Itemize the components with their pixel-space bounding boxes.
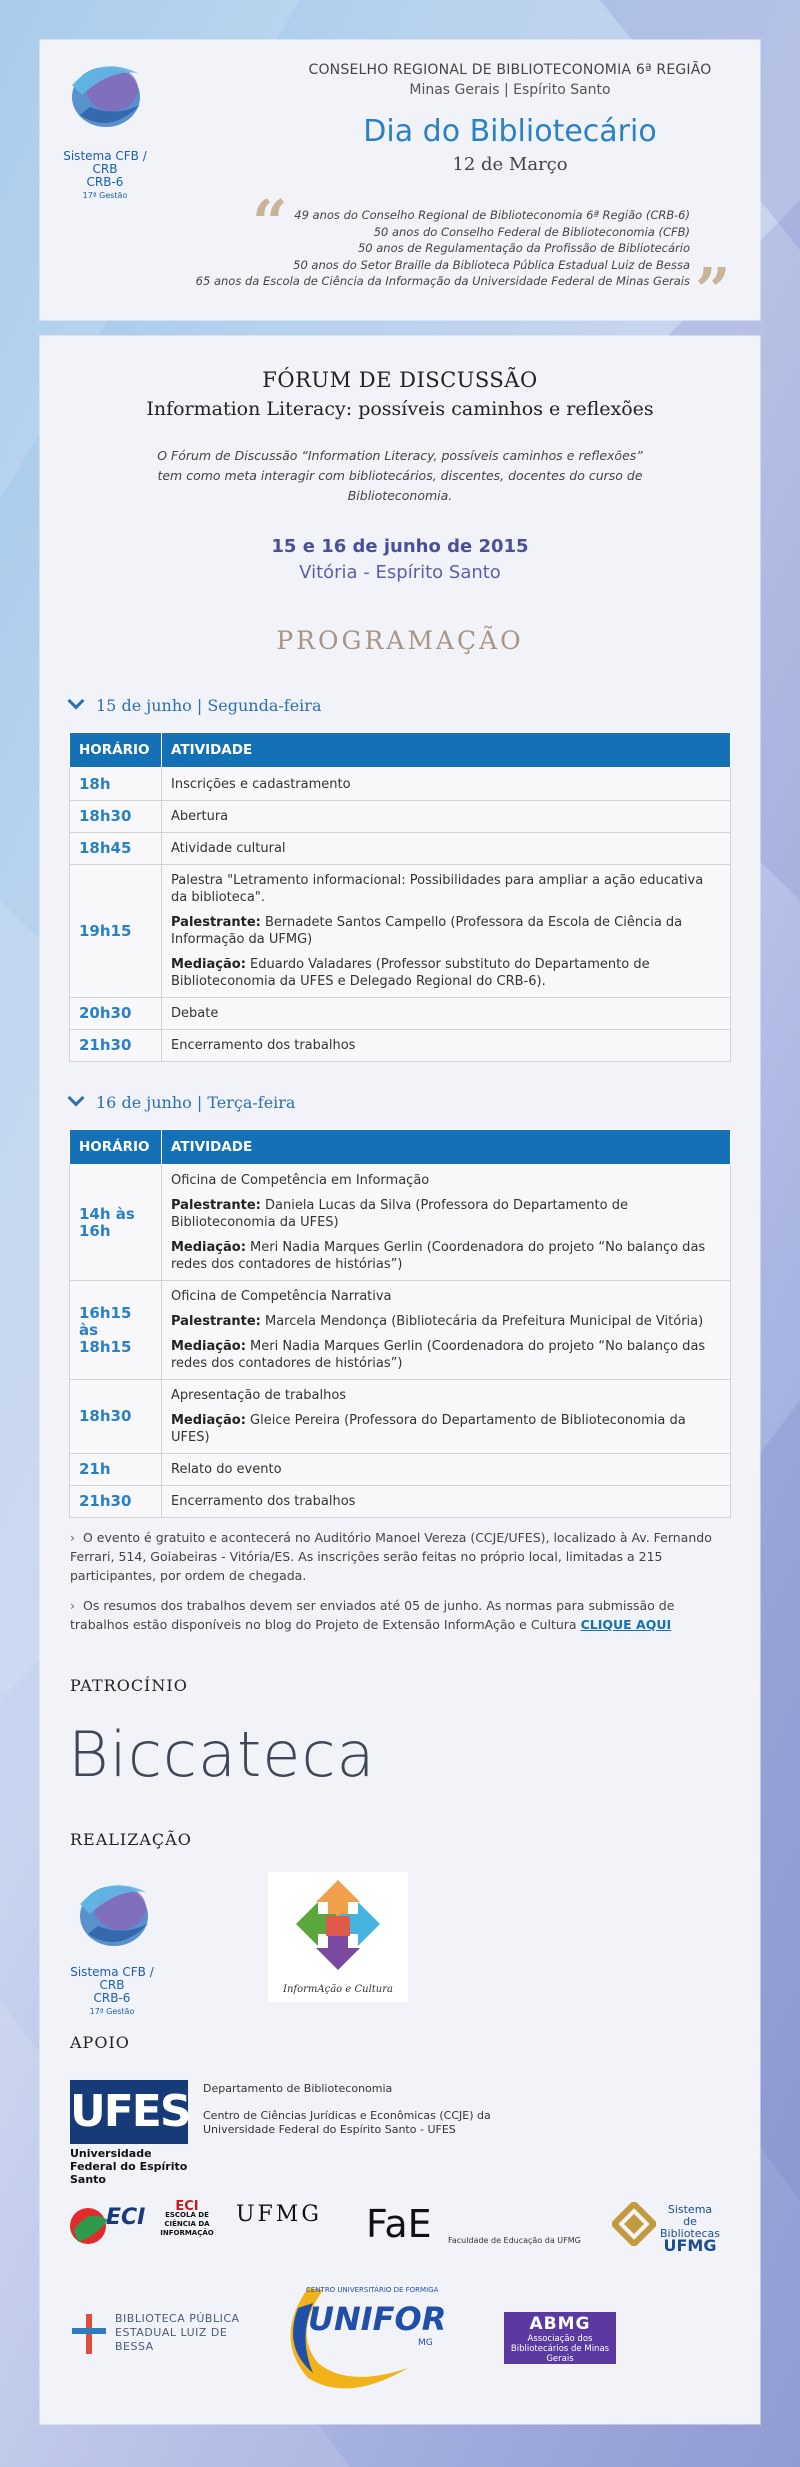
moderator-name: Gleice Pereira (Professora do Departamento de Biblioteconomia da UFES) — [171, 1413, 686, 1445]
day1-label: 15 de junho | Segunda-feira — [96, 696, 322, 715]
ufmg-text: UFMG — [236, 2202, 322, 2227]
moderator-label: Mediação: — [171, 1413, 246, 1428]
table-row — [70, 833, 731, 865]
row-activity: Encerramento dos trabalhos — [162, 1030, 731, 1062]
abmg-full-text: Associação dos Bibliotecários de Minas Gerais — [510, 2334, 610, 2364]
row-activity: Relato do evento — [162, 1454, 731, 1486]
activity-moderator — [171, 1412, 721, 1446]
chevron-right-icon: › — [70, 1598, 75, 1613]
table-row — [70, 998, 731, 1030]
event-title: Dia do Bibliotecário — [363, 114, 657, 149]
row-activity — [162, 1165, 731, 1281]
info-note-submission — [70, 1596, 730, 1634]
row-time: 18h45 — [70, 833, 162, 865]
anniversary-item: 65 anos da Escola de Ciência da Informação da Universidade Federal de Minas Gerais — [195, 274, 690, 288]
abmg-logo — [504, 2312, 616, 2364]
fae-text: FaE — [366, 2202, 432, 2246]
note-venue-text: O evento é gratuito e acontecerá no Auditório Manoel Vereza (CCJE/UFES), localizado à Av. Fernando Ferrari, 514, Goiabeiras - Vitória/ES. As inscrições serão feitas no próprio local, limitadas a 215 participantes, por ordem de chegada. — [70, 1530, 712, 1583]
org-line1: CONSELHO REGIONAL DE BIBLIOTECONOMIA 6ª REGIÃO — [308, 62, 712, 78]
unifor-text: UNIFOR — [308, 2300, 447, 2338]
chevron-down-icon — [68, 1090, 85, 1107]
table-row — [70, 768, 731, 801]
eci-mark-icon — [68, 2198, 152, 2254]
sistema-ufmg-text: UFMG — [663, 2236, 717, 2255]
col-header-activity: ATIVIDADE — [162, 1130, 731, 1165]
ufes-name: Universidade Federal do Espírito Santo — [70, 2147, 188, 2186]
eci-small-text: ECI — [175, 2199, 199, 2214]
moderator-name: Meri Nadia Marques Gerlin (Coordenadora do projeto “No balanço das redes dos contadores de histórias”) — [171, 1240, 706, 1272]
crb6-logo-icon — [60, 55, 150, 135]
speaker-name: Bernadete Santos Campello (Professora da Escola de Ciência da Informação da UFMG) — [171, 915, 683, 947]
biblioteca-bessa-icon — [70, 2312, 108, 2356]
row-time: 14h às 16h — [70, 1165, 162, 1281]
row-time: 16h15 às 18h15 — [70, 1281, 162, 1380]
table-row — [70, 1454, 731, 1486]
moderator-name: Meri Nadia Marques Gerlin (Coordenadora do projeto “No balanço das redes dos contadores de histórias”) — [171, 1339, 706, 1371]
row-activity: Atividade cultural — [162, 833, 731, 865]
logo-sub: CRB-6 — [93, 1991, 131, 2005]
activity-moderator — [171, 1239, 721, 1273]
abmg-text: ABMG — [529, 2314, 591, 2334]
day2-toggle[interactable] — [70, 1093, 295, 1112]
table-row — [70, 1165, 731, 1281]
click-here-link[interactable]: CLIQUE AQUI — [580, 1617, 672, 1632]
logo-sub: CRB-6 — [86, 175, 124, 189]
speaker-label: Palestrante: — [171, 915, 261, 930]
header-card — [40, 40, 760, 327]
day1-toggle[interactable] — [70, 696, 321, 715]
logo-caption — [50, 150, 160, 202]
puzzle-arrows-icon — [268, 1872, 408, 1982]
close-quote-icon: ” — [695, 254, 731, 327]
realizacao-heading: REALIZAÇÃO — [70, 1830, 192, 1849]
chevron-right-icon: › — [70, 1530, 75, 1545]
info-note-venue — [70, 1528, 730, 1585]
unifor-logo — [268, 2278, 458, 2398]
speaker-name: Marcela Mendonça (Bibliotecária da Prefeitura Municipal de Vitória) — [260, 1314, 704, 1329]
row-time: 21h30 — [70, 1030, 162, 1062]
unifor-top-text: CENTRO UNIVERSITÁRIO DE FORMIGA — [306, 2286, 439, 2294]
crb6-logo-icon — [68, 1874, 158, 1954]
sistema-bibliotecas-text: Sistema de Bibliotecas — [660, 2203, 721, 2240]
forum-location: Vitória - Espírito Santo — [299, 562, 501, 583]
program-heading: PROGRAMAÇÃO — [276, 626, 524, 655]
col-header-time: HORÁRIO — [70, 733, 162, 768]
table-row — [70, 1486, 731, 1518]
logo-gestao: 17ª Gestão — [89, 2007, 135, 2016]
row-time: 18h — [70, 768, 162, 801]
row-time: 18h30 — [70, 1380, 162, 1454]
table-row — [70, 1030, 731, 1062]
eci-full-text: ESCOLA DE CIÊNCIA DA INFORMAÇÃO — [160, 2211, 214, 2237]
speaker-label: Palestrante: — [171, 1314, 261, 1329]
moderator-label: Mediação: — [171, 957, 246, 972]
ufes-logo — [70, 2080, 190, 2186]
anniversary-item: 49 anos do Conselho Regional de Biblioteconomia 6ª Região (CRB-6) — [294, 208, 690, 222]
day2-label: 16 de junho | Terça-feira — [96, 1093, 296, 1112]
eci-logo — [68, 2198, 152, 2258]
col-header-time: HORÁRIO — [70, 1130, 162, 1165]
row-activity: Encerramento dos trabalhos — [162, 1486, 731, 1518]
row-activity — [162, 1380, 731, 1454]
forum-dates: 15 e 16 de junho de 2015 — [271, 536, 529, 557]
informacao-cultura-text: InformAção e Cultura — [283, 1984, 393, 1995]
moderator-label: Mediação: — [171, 1240, 246, 1255]
activity-speaker — [171, 1197, 721, 1231]
sistema-bibliotecas-icon — [612, 2202, 656, 2246]
note-submission-text: Os resumos dos trabalhos devem ser enviados até 05 de junho. As normas para submissão de trabalhos estão disponíveis no blog do Projeto de Extensão InformAção e Cultura — [70, 1598, 675, 1632]
row-activity: Abertura — [162, 801, 731, 833]
eci-text: ECI — [106, 2205, 146, 2230]
biblioteca-bessa-text: BIBLIOTECA PÚBLICA ESTADUAL LUIZ DE BESSA — [115, 2312, 240, 2353]
row-time: 19h15 — [70, 865, 162, 998]
event-date: 12 de Março — [452, 154, 568, 175]
forum-description: O Fórum de Discussão “Information Literacy, possíveis caminhos e reflexões” tem como meta interagir com bibliotecários, discentes, docentes do curso de Biblioteconomia. — [157, 448, 643, 503]
table-row — [70, 1380, 731, 1454]
table-row — [70, 801, 731, 833]
activity-title: Apresentação de trabalhos — [171, 1388, 347, 1403]
org-line2: Minas Gerais | Espírito Santo — [409, 82, 611, 98]
row-activity: Debate — [162, 998, 731, 1030]
day2-schedule-table — [69, 1129, 731, 1518]
row-time: 21h — [70, 1454, 162, 1486]
row-activity — [162, 1281, 731, 1380]
logo-name: Sistema CFB / CRB — [63, 149, 147, 176]
ufes-center: Centro de Ciências Jurídicas e Econômicas (CCJE) da Universidade Federal do Espírito Santo - UFES — [203, 2109, 491, 2136]
anniversary-list — [196, 207, 690, 290]
apoio-heading: APOIO — [70, 2033, 130, 2052]
activity-moderator — [171, 956, 721, 990]
ufmg-logo — [236, 2202, 322, 2227]
day1-schedule-table — [69, 732, 731, 1062]
activity-title: Oficina de Competência Narrativa — [171, 1289, 392, 1304]
row-activity: Inscrições e cadastramento — [162, 768, 731, 801]
table-header-row — [70, 1130, 731, 1165]
activity-moderator — [171, 1338, 721, 1372]
speaker-name: Daniela Lucas da Silva (Professora do Departamento de Biblioteconomia da UFES) — [171, 1198, 628, 1230]
biccateca-logo: Biccateca — [68, 1718, 376, 1791]
forum-subtitle: Information Literacy: possíveis caminhos e reflexões — [146, 398, 654, 420]
logo-name: Sistema CFB / CRB — [70, 1965, 154, 1992]
sistema-bibliotecas-logo — [660, 2203, 721, 2255]
forum-title: FÓRUM DE DISCUSSÃO — [262, 368, 538, 392]
activity-title: Oficina de Competência em Informação — [171, 1173, 430, 1188]
informacao-cultura-logo — [268, 1872, 408, 2002]
activity-speaker — [171, 914, 721, 948]
activity-speaker — [171, 1313, 721, 1330]
chevron-down-icon — [68, 693, 85, 710]
crb6-logo-caption — [57, 1966, 167, 2018]
ufes-dept: Departamento de Biblioteconomia — [203, 2082, 393, 2095]
anniversary-item: 50 anos de Regulamentação da Profissão de Bibliotecário — [357, 241, 690, 255]
open-quote-icon: “ — [252, 186, 288, 259]
moderator-label: Mediação: — [171, 1339, 246, 1354]
fae-full-text: Faculdade de Educação da UFMG — [448, 2236, 581, 2245]
forum-card — [40, 336, 760, 2424]
patrocinio-heading: PATROCÍNIO — [70, 1676, 188, 1695]
moderator-name: Eduardo Valadares (Professor substituto do Departamento de Biblioteconomia da UFES e Delegado Regional do CRB-6). — [171, 957, 650, 989]
unifor-mg-text: MG — [418, 2338, 433, 2348]
logo-gestao: 17ª Gestão — [82, 191, 128, 200]
speaker-label: Palestrante: — [171, 1198, 261, 1213]
anniversary-item: 50 anos do Setor Braille da Biblioteca Pública Estadual Luiz de Bessa — [293, 257, 690, 272]
fae-logo — [366, 2202, 432, 2246]
row-time: 21h30 — [70, 1486, 162, 1518]
row-time: 18h30 — [70, 801, 162, 833]
row-time: 20h30 — [70, 998, 162, 1030]
table-header-row — [70, 733, 731, 768]
anniversary-item: 50 anos do Conselho Federal de Biblioteconomia (CFB) — [373, 224, 690, 239]
row-activity — [162, 865, 731, 998]
eci-school-logo — [152, 2199, 222, 2238]
table-row — [70, 865, 731, 998]
ufes-mark: UFES — [70, 2080, 188, 2144]
col-header-activity: ATIVIDADE — [162, 733, 731, 768]
activity-title: Palestra "Letramento informacional: Possibilidades para ampliar a ação educativa da biblioteca". — [171, 873, 704, 905]
table-row — [70, 1281, 731, 1380]
